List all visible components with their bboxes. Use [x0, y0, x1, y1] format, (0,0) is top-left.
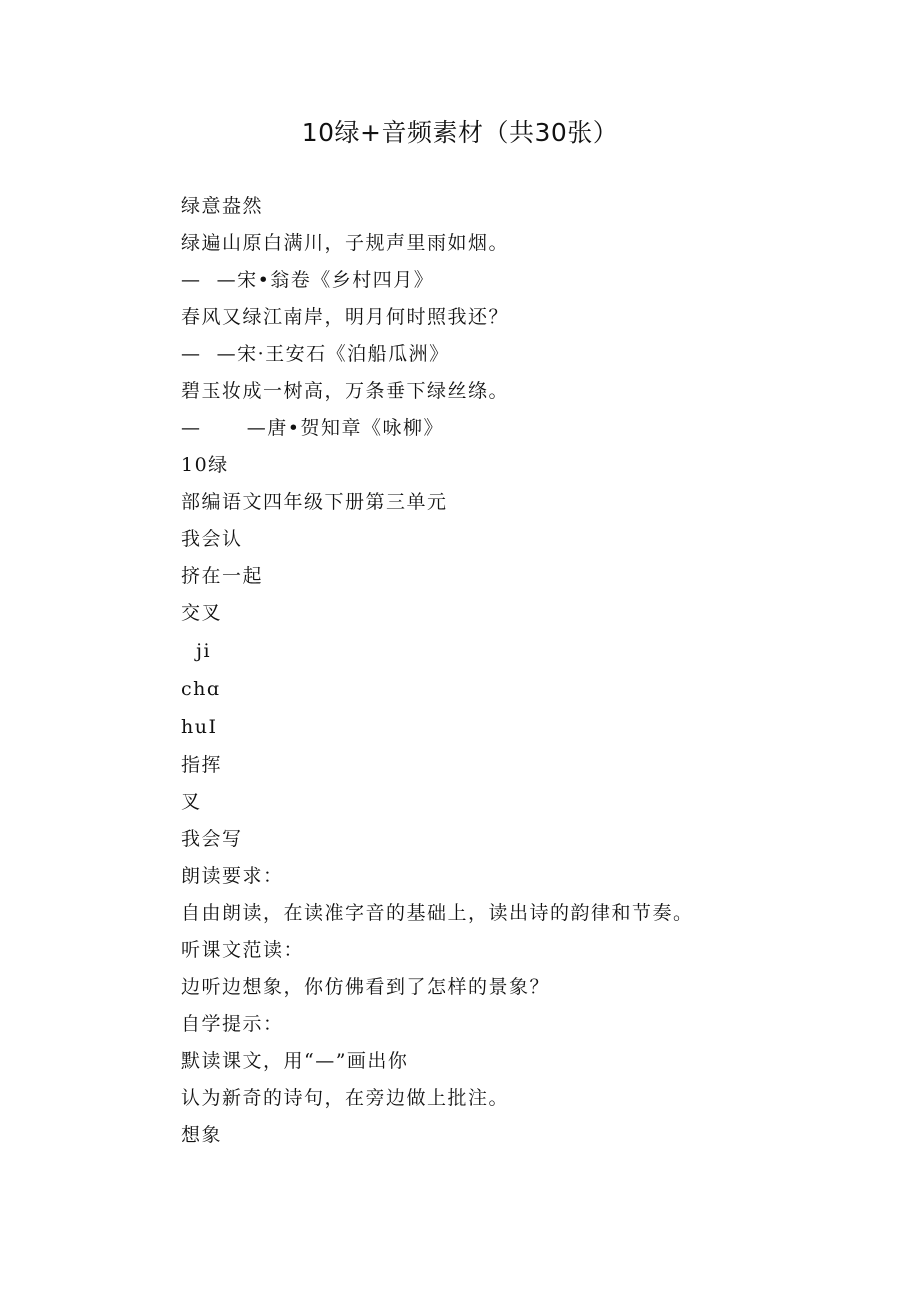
text-line: — —唐•贺知章《咏柳》	[181, 417, 444, 439]
text-line: 我会写	[181, 828, 243, 850]
text-line: 叉	[181, 791, 202, 813]
text-line: 边听边想象，你仿佛看到了怎样的景象？	[181, 976, 551, 998]
text-line: 自学提示：	[181, 1013, 284, 1035]
text-line: 指挥	[181, 754, 223, 776]
text-line: — —宋·王安石《泊船瓜洲》	[181, 343, 450, 365]
text-line: — —宋•翁卷《乡村四月》	[181, 269, 435, 291]
text-line: 默读课文，用“—”画出你	[181, 1050, 409, 1072]
text-line: 春风又绿江南岸，明月何时照我还？	[181, 306, 510, 328]
text-line: 10绿	[181, 454, 229, 476]
text-line: 绿遍山原白满川，子规声里雨如烟。	[181, 232, 510, 254]
text-line: 认为新奇的诗句，在旁边做上批注。	[181, 1087, 510, 1109]
text-line: 挤在一起	[181, 565, 264, 587]
text-line: 自由朗读，在读准字音的基础上，读出诗的韵律和节奏。	[181, 902, 694, 924]
text-line: chɑ	[181, 678, 221, 700]
text-line: 我会认	[181, 528, 243, 550]
text-line: 绿意盎然	[181, 195, 264, 217]
text-line: huI	[181, 716, 218, 738]
text-line: ji	[181, 640, 212, 662]
text-line: 听课文范读：	[181, 939, 305, 961]
text-line: 交叉	[181, 602, 223, 624]
text-line: 碧玉妆成一树高，万条垂下绿丝绦。	[181, 380, 510, 402]
text-line: 朗读要求：	[181, 865, 284, 887]
document-title: 10绿+音频素材（共30张）	[301, 118, 619, 147]
text-line: 想象	[181, 1124, 223, 1146]
text-line: 部编语文四年级下册第三单元	[181, 491, 448, 513]
